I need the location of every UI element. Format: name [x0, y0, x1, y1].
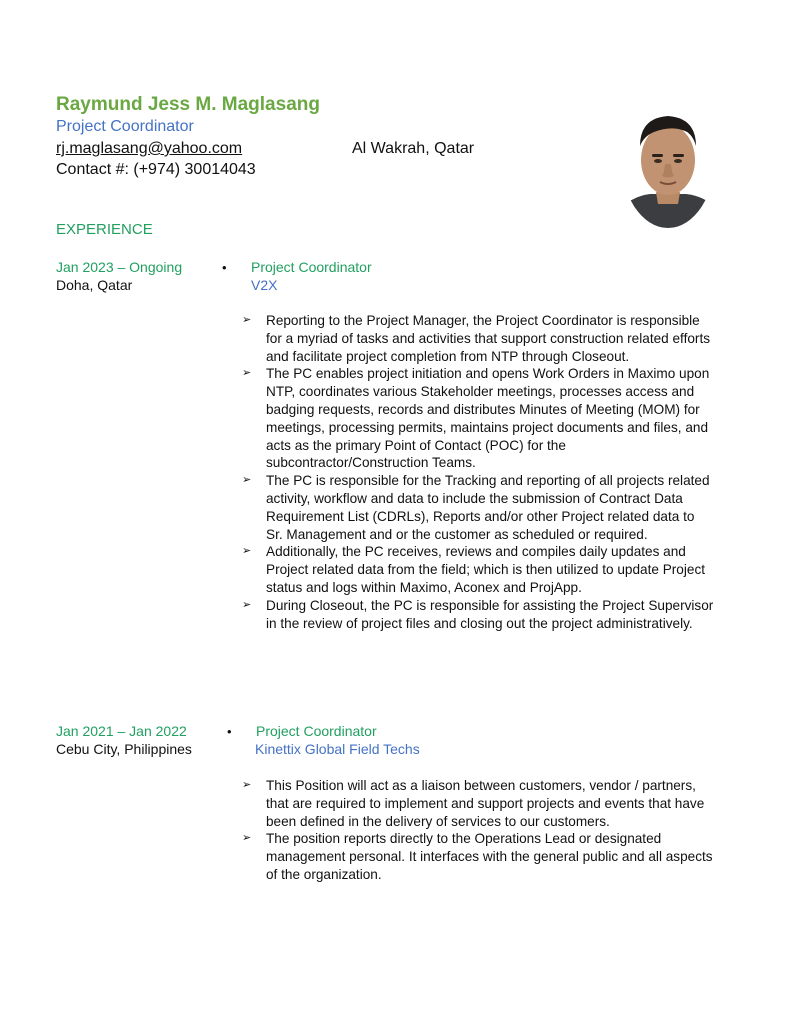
arrow-bullet-icon: ➢	[242, 314, 252, 326]
list-item	[242, 830, 714, 883]
duty-text: The PC is responsible for the Tracking and reporting of all projects related activity, workflow and data to include the submission of Contract Data Requirement List (CDRLs), Reports and/or other Project related data to Sr. Management and or the customer as scheduled or required.	[266, 473, 710, 542]
job-company: V2X	[251, 277, 278, 293]
arrow-bullet-icon: ➢	[242, 598, 252, 611]
contact-number: Contact #: (+974) 30014043	[56, 161, 256, 178]
list-item	[242, 365, 714, 472]
duty-text: Reporting to the Project Manager, the Project Coordinator is responsible for a myriad of tasks and activities that support construction related efforts and facilitate project completion from NTP through Closeout.	[266, 313, 711, 364]
list-item	[242, 543, 714, 596]
list-item	[242, 777, 714, 830]
job-city: Cebu City, Philippines	[56, 741, 192, 757]
bullet-marker: •	[222, 260, 227, 275]
job-dates: Jan 2023 – Ongoing	[56, 259, 183, 275]
candidate-name: Raymund Jess M. Maglasang	[56, 94, 320, 115]
section-heading-experience: EXPERIENCE	[56, 221, 153, 238]
arrow-bullet-icon: ➢	[242, 545, 252, 558]
duty-text: Additionally, the PC receives, reviews and compiles daily updates and Project related data from the field; which is then utilized to update Project status and logs within Maximo, Aconex and ProjApp.	[266, 544, 706, 595]
duty-text: The PC enables project initiation and opens Work Orders in Maximo upon NTP, coordinates various Stakeholder meetings, processes access and badging requests, records and distributes Minutes of Meeting (MOM) for meetings, processing permits, maintains project documents and files, and acts as the primary Point of Contact (POC) for the subcontractor/Construction Teams.	[266, 366, 710, 471]
duty-text: During Closeout, the PC is responsible for assisting the Project Supervisor in the review of project files and closing out the project administratively.	[266, 597, 714, 631]
list-item	[242, 472, 714, 543]
job-duties-list	[242, 312, 714, 632]
duty-text: This Position will act as a liaison between customers, vendor / partners, that are required to implement and support projects and events that have been defined in the delivery of services to our customers.	[266, 778, 705, 829]
duty-text: The position reports directly to the Operations Lead or designated management personal. It interfaces with the general public and all aspects of the organization.	[266, 831, 713, 882]
job-dates: Jan 2021 – Jan 2022	[56, 723, 187, 739]
arrow-bullet-icon: ➢	[242, 832, 252, 845]
job-company: Kinettix Global Field Techs	[255, 741, 420, 757]
job-city: Doha, Qatar	[56, 277, 133, 293]
arrow-bullet-icon: ➢	[242, 474, 252, 487]
profile-photo	[620, 104, 716, 228]
profile-photo-icon	[620, 104, 716, 228]
email-link[interactable]: rj.maglasang@yahoo.com	[56, 140, 243, 157]
job-position: Project Coordinator	[256, 723, 377, 739]
job-duties-list	[242, 777, 714, 884]
list-item	[242, 312, 714, 365]
bullet-marker: •	[227, 724, 232, 739]
location-text: Al Wakrah, Qatar	[352, 140, 475, 157]
arrow-bullet-icon: ➢	[242, 367, 252, 380]
job-position: Project Coordinator	[251, 259, 372, 275]
candidate-title: Project Coordinator	[56, 118, 194, 135]
list-item	[242, 597, 714, 633]
arrow-bullet-icon: ➢	[242, 779, 252, 791]
